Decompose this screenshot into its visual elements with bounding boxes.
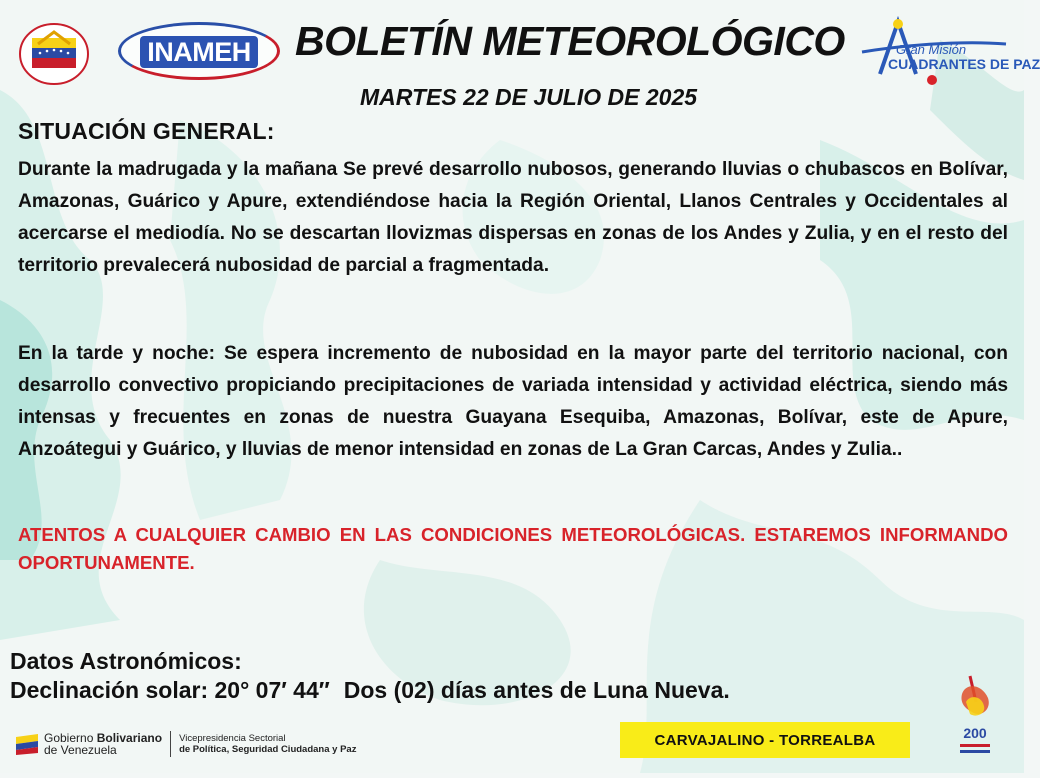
section-title: SITUACIÓN GENERAL: [18,118,275,144]
cuadrantes-de-paz-logo [858,16,1040,88]
forecast-afternoon-paragraph: En la tarde y noche: Se espera incremento de nubosidad en la mayor parte del territorio nacional, con desarrollo convectivo propiciando precipitaciones de variada intensidad y actividad eléctrica, siendo más intensas y frecuentes en zonas de nuestra Guayana Esequiba, Amazonas, Bolívar, este de Apure, Anzoátegui y Guárico, y lluvias de menor intensidad en zonas de La Gran Carcas, Andes y Zulia.. [18,343,1008,460]
astronomy-data [10,677,744,704]
gob-line2: de Venezuela [44,743,117,757]
vice-line1: Vicepresidencia Sectorial [179,733,286,744]
cuadrantes-logo-line1: Gran Misión [896,42,967,57]
venezuela-flag-icon [14,733,40,755]
bicentennial-200-logo [952,672,998,760]
gob-line1-bold: Bolivariano [96,731,163,745]
inameh-logo [118,22,280,80]
vice-line2: de Política, Seguridad Ciudadana y Paz [179,744,357,755]
bulletin-date: MARTES 22 DE JULIO DE 2025 [360,84,698,110]
astronomy-title: Datos Astronómicos: [10,648,242,674]
page-title: BOLETÍN METEOROLÓGICO [295,18,845,64]
venezuela-seal-logo [18,22,90,86]
gobierno-bolivariano-logo [14,728,356,760]
gob-line1-normal: Gobierno [44,731,97,745]
forecast-morning-paragraph: Durante la madrugada y la mañana Se prevé desarrollo nubosos, generando lluvias o chubascos en Bolívar, Amazonas, Guárico y Apure, extendiéndose hacia la Región Oriental, Llanos Centrales y Occidentales al acercarse el mediodía. No se descartan llovizmas dispersas en zonas de los Andes y Zulia, y en el resto del territorio prevalecerá nubosidad de parcial a fragmentada. [18,159,1008,276]
credit-box: CARVAJALINO - TORREALBA [620,722,910,758]
cuadrantes-logo-line2: CUADRANTES DE PAZ [888,56,1040,72]
alert-notice: ATENTOS A CUALQUIER CAMBIO EN LAS CONDICIONES METEOROLÓGICAS. ESTAREMOS INFORMANDO OPORTUNAMENTE. [18,524,1008,573]
footer-divider [170,731,171,757]
inameh-logo-text: INAMEH [140,36,258,68]
moon-phase: Dos (02) días antes de Luna Nueva. [343,677,730,703]
solar-declination: Declinación solar: 20° 07′ 44″ [10,677,330,703]
anniversary-number: 200 [963,725,987,741]
